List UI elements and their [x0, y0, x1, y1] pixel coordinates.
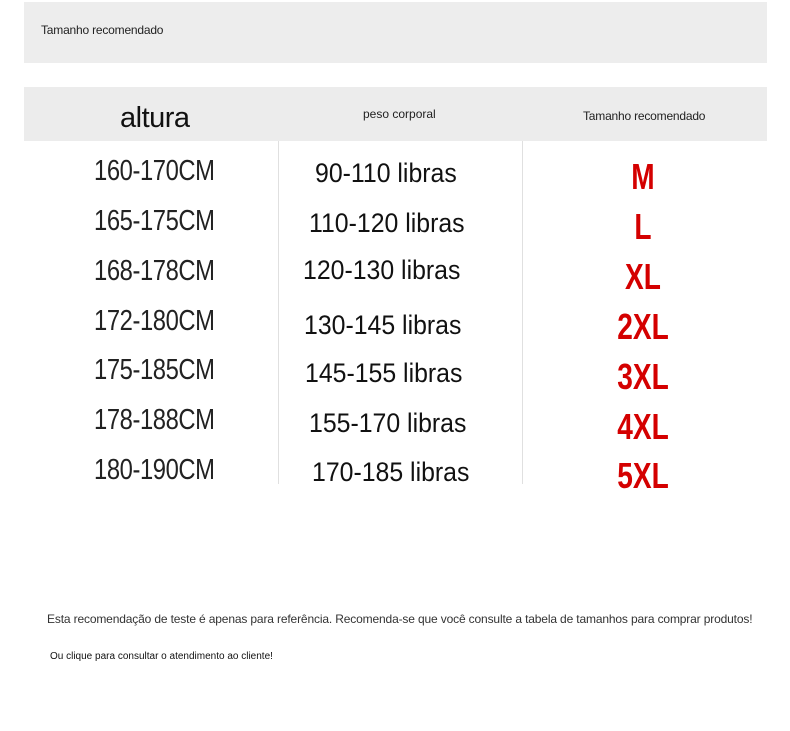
- disclaimer-note: Esta recomendação de teste é apenas para referência. Recomenda-se que você consulte a tabela de tamanhos para comprar produtos!: [47, 612, 753, 626]
- size-cell: M: [631, 156, 655, 197]
- height-cell: 172-180CM: [94, 305, 215, 337]
- size-cell: XL: [625, 256, 661, 297]
- height-cell: 160-170CM: [94, 155, 215, 187]
- table-row: [0, 155, 790, 205]
- weight-cell: 130-145 libras: [304, 310, 462, 340]
- weight-cell: 110-120 libras: [309, 208, 465, 238]
- header-height: altura: [120, 102, 190, 134]
- table-row: [0, 454, 790, 504]
- size-cell: 5XL: [617, 455, 669, 496]
- size-cell: 4XL: [617, 406, 669, 447]
- table-row: [0, 252, 790, 302]
- weight-cell: 155-170 libras: [309, 408, 467, 438]
- size-cell: 2XL: [617, 306, 669, 347]
- table-row: [0, 354, 790, 404]
- size-table-header: [24, 87, 767, 141]
- recommended-size-banner: [24, 2, 767, 63]
- weight-cell: 170-185 libras: [312, 457, 470, 487]
- height-cell: 180-190CM: [94, 454, 215, 486]
- height-cell: 165-175CM: [94, 205, 215, 237]
- table-row: [0, 305, 790, 355]
- height-cell: 175-185CM: [94, 354, 215, 386]
- weight-cell: 90-110 libras: [315, 158, 457, 188]
- weight-cell: 145-155 libras: [305, 358, 463, 388]
- banner-title: Tamanho recomendado: [41, 23, 164, 37]
- table-row: [0, 404, 790, 454]
- customer-service-link[interactable]: Ou clique para consultar o atendimento ao cliente!: [50, 651, 273, 662]
- size-cell: L: [634, 206, 652, 247]
- table-row: [0, 205, 790, 255]
- header-weight: peso corporal: [363, 107, 436, 121]
- header-size: Tamanho recomendado: [583, 109, 706, 123]
- size-cell: 3XL: [617, 356, 669, 397]
- weight-cell: 120-130 libras: [303, 255, 461, 285]
- height-cell: 178-188CM: [94, 404, 215, 436]
- height-cell: 168-178CM: [94, 255, 215, 287]
